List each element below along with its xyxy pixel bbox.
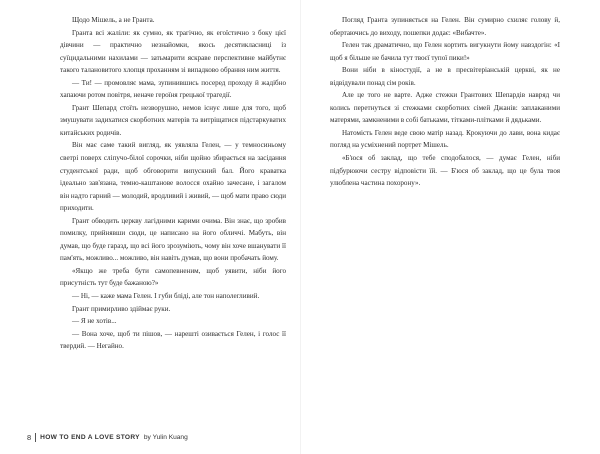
left-page xyxy=(60,14,286,424)
paragraph: Він має саме такий вигляд, як уявляла Гелен, — у темносиньому светрі поверх сліпучо-білої сорочки, ніби щойно збирається на засідання студентської ради, щоб обговорити випускний бал. Його краватка ідеально зав'язана, темно-каштанове волосся охайно зачесане, і загалом він надто гарний — молодий, вродливий і живий, — щоб мати право сюди приходити. xyxy=(60,141,286,213)
book-title: HOW TO END A LOVE STORY xyxy=(40,433,140,441)
paragraph: Але це того не варте. Адже стежки Грантових Шепардів навряд чи колись перетнуться зі стежками скорботних сімей Джанів: заплаканими матерями, замкненими в собі батьками, тітками-плітками й дядьками. xyxy=(330,91,560,125)
paragraph: Гранта всі жаліли: як сумно, як трагічно, як егоїстично з боку цієї дівчини — практично незнайомки, якось десятикласниці із суїцидальними нахилами — затьмарити яскраве перспективне майбутнє такого талановитого хлопця проханням зі випадково обрання ним життя. xyxy=(60,28,286,75)
paragraph: — Я не хотів... xyxy=(72,317,117,326)
page-gutter xyxy=(300,0,301,454)
footer-divider xyxy=(35,433,36,442)
paragraph: «Б'юся об заклад, що тебе сподобалося, — думає Гелен, ніби підбурюючи сестру відповісти їй. — Б'юся об заклад, що це була твоя улюблена частина похорону». xyxy=(330,154,560,188)
paragraph: Гелен так драматично, що Гелен кортить вигукнути йому навздогін: «І щоб я більше не бачила тут твоєї тупої пики!» xyxy=(330,41,560,62)
right-page xyxy=(330,14,560,424)
paragraph: Грант обводить церкву лагідними карими очима. Він знає, що зробив помилку, прийнявши сюди, це написано на його обличчі. Мабуть, він думав, що буде гаразд, що всі його зрозуміють, чому він хоче вшанувати її пам'ять, можливо... можливо, він навіть думав, що вони пробачать йому. xyxy=(60,216,286,263)
book-author: by Yulin Kuang xyxy=(143,433,188,441)
page-footer xyxy=(27,431,188,443)
paragraph: Грант примирливо здіймає руки. xyxy=(72,304,171,313)
paragraph: Вони ніби в кіностудії, а не в пресвітеріанській церкві, як не відвідували понад сім років. xyxy=(330,66,560,87)
paragraph: Натомість Гелен веде свою матір назад. Крокуючи до лави, вона кидає погляд на усміхнений портрет Мішель. xyxy=(330,128,560,150)
page-number: 8 xyxy=(27,432,32,442)
paragraph: Щодо Мішель, а не Гранта. xyxy=(72,16,155,24)
paragraph: Грант Шепард стоїть незворушно, немов існує лише для того, щоб змушувати задихатися скорботних матерів та витріщатися підстаркуватих китайських родичів. xyxy=(60,103,286,137)
paragraph: Погляд Гранта зупиняється на Гелен. Він сумирно схиляє голову й, обертаючись до виходу, пошепки додає: «Вибачте». xyxy=(330,16,560,37)
paragraph: «Якщо же треба бути самопевненим, щоб уявити, ніби його присутність тут буде бажаною?» xyxy=(60,266,286,288)
paragraph: — Ти! — промовляє мама, зупинившись посеред проходу й жадібно хапаючи ротом повітря, неначе героїня грецької трагедії. xyxy=(60,78,286,100)
paragraph: — Вона хоче, щоб ти пішов, — нарешті озивається Гелен, і голос її твердий. — Негайно. xyxy=(60,329,286,351)
paragraph: — Ні, — каже мама Гелен. І губи блідi, але тон наполегливий. xyxy=(72,292,260,301)
